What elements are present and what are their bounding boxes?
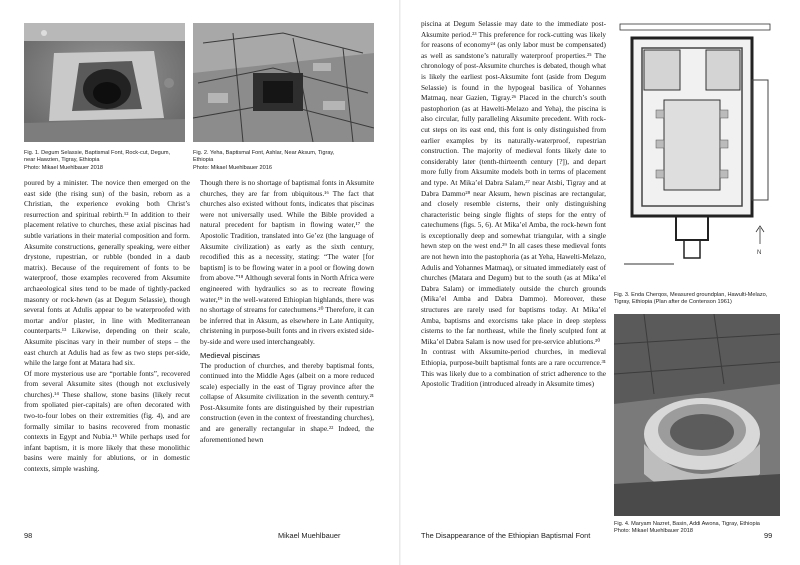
running-head-right: The Disappearance of the Ethiopian Baptismal Font bbox=[421, 531, 591, 540]
fig4-photo bbox=[614, 314, 780, 516]
paragraph: In contrast with Aksumite-period churches, in medieval Ethiopia, purpose-built baptismal fonts are a rare occurrence.³¹ This was likely due to a combination of strict adherence to the Apostolic Tradition (introduced already in Aksumite times) bbox=[421, 347, 606, 389]
fig1-photo bbox=[24, 23, 185, 142]
right-column bbox=[421, 19, 606, 390]
fig2-photo bbox=[193, 23, 374, 142]
fig4-caption: Fig. 4. Maryam Nazret, Basin, Addi Awona, Tigray, Ethiopia Photo: Mikael Muehlbauer 2018 bbox=[614, 521, 760, 535]
fig3-caption: Fig. 3. Enda Cherqos, Measured groundplan, Hawulti-Melazo, Tigray, Ethiopia (Plan after de Contenson 1961) bbox=[614, 292, 768, 306]
page-gutter bbox=[399, 0, 401, 565]
section-heading: Medieval piscinas bbox=[200, 350, 260, 360]
paragraph: The production of churches, and thereby baptismal fonts, continued into the Middle Ages (albeit on a more reduced scale) especially in the east of Tigray province after the collapse of Aksumite civilization in the seventh century.²¹ Post-Aksumite fonts are distinguished by their rupestrian construction (even in the context of freestanding churches), and are generally rectangular in shape.²² Indeed, the aforementioned hewn bbox=[200, 360, 374, 444]
page-number-left: 98 bbox=[24, 531, 33, 540]
page-number-right: 99 bbox=[764, 531, 773, 540]
paragraph: Of more mysterious use are “portable fonts”, recovered from several Aksumite sites (though not exclusively churches).¹⁴ These shallow, stone basins (likely recut from spoliated pier-capitals) are often decorated with two-to-four lobes on their extremities (fig. 4), and are formally similar to basins recovered from monastic contexts in Egypt and Nubia.¹⁵ While perhaps used for infant baptism, it is more likely that these monolithic basins were mainly for ablutions, or in domestic contexts, simple washing. bbox=[24, 368, 190, 474]
paragraph: poured by a minister. The novice then emerged on the east side (the rising sun) of the basin, reborn as a Christian, the experience evoking both Christ’s resurrection and spiritual rebirth.¹² In addition to their placement relative to churches, these axial piscinas had subtle variations in their material composition and form. Aksumite constructions, generally speaking, were either drystone, rupestrian, or rubble (bonded in a daub matrix). Because of the requirement of fonts to be waterproof, those examples recovered from Aksumite archaeological sites tend to be made of tightly-packed masonry or rock-hewn (as at Degum Selassie), though several fonts at Adulis appear to be waterproofed with mortar and/or plaster, in line with Mediterranean counterparts.¹³ Likewise, depending on their scale, Aksumite piscinas vary in their number of steps – the east church at Adulis had as few as two steps per-side, while the large font at Matara had six. bbox=[24, 178, 190, 368]
paragraph: piscina at Degum Selassie may date to the immediate post-Aksumite period.²³ This preference for rock-cutting was likely for reasons of economy²⁴ (as only labor must be compensated) as well as sandstone’s naturally waterproof properties.²⁵ The chronology of post-Aksumite churches is debated, though what is likely the earliest post-Aksumite font (aside from Degum Selassie) is found in the hypogeal basilica of Yohannes Matmaq, near Gazien, Tigray.²⁶ Placed in the church’s south pastophorion (as at Hawelti-Melazo and Yeha), the piscina is also circular, fully paralleling Aksumite precedent. With rock-cut steps on its east end, this font is only distinguished from earlier examples by its naturally-waterproof, rupestrian construction. The majority of medieval fonts likely date to considerably later (tenth-thirteenth century [?]), and depart more fully from Aksumite models both in terms of placement and type. At Mika’el Dabra Salam,²⁷ near Atsbi, Tigray and at Dabra Dammo²⁸ near Aksum, hewn piscinas are rectangular, and closely resemble cisterns, their only distinguishing characteristic being single flights of steps for the entry of catechumens (figs. 5, 6). At Mika’el Amba, the rock-hewn font is exceptionally deep and somewhat triangular, with a single hewn step on the west end.²⁹ In all cases these medieval fonts are not hewn into the pastophoria (as at Yeha, Hawelti-Melazo, Adulis and Yohannes Matmaq), or situated immediately east of churches (Matara and Degum) but to the south (as at Mika’el Dabra Salam) or immediately outside the church grounds (Mika’el Amba and Dabra Dammo). Moreover, these structures are rarely used for baptisms today. At Mika’el Amba, baptisms and exorcisms take place in deep stepless cisterns to the far northeast, while the finely sculpted font at Mika’el Dabra Salam is now used for pre-service ablutions.³⁰ bbox=[421, 19, 606, 346]
left-column-1 bbox=[24, 178, 190, 475]
fig2-caption: Fig. 2. Yeha, Baptismal Font, Ashlar, Near Aksum, Tigray, Ethiopia Photo: Mikael Muehlbauer 2016 bbox=[193, 150, 335, 171]
north-label: N bbox=[757, 250, 762, 256]
fig3-plan bbox=[614, 20, 780, 272]
left-column-2 bbox=[200, 178, 374, 445]
running-head-left: Mikael Muehlbauer bbox=[278, 531, 341, 540]
fig1-caption: Fig. 1. Degum Selassie, Baptismal Font, Rock-cut, Degum, near Hawzien, Tigray, Ethiopia Photo: Mikael Muehlbauer 2018 bbox=[24, 150, 171, 171]
paragraph: Though there is no shortage of baptismal fonts in Aksumite churches, they are far from ubiquitous.¹⁶ The fact that churches also existed without fonts, indicates that piscinas were not universally used. While the Bible provided a natural precedent for baptism in flowing water,¹⁷ the Apostolic Tradition, translated into Ge’ez (the language of Aksumite civilization) as early as the sixth century, recodified this as a necessity, stating: “The water [for baptism] is to be flowing water in a pool or flowing down from above.”¹⁸ Although several fonts in North Africa were engineered with hydraulics so as to recreate flowing water,¹⁹ in the well-watered Ethiopian highlands, there was no shortage of streams for catechumens.²⁰ Therefore, it can be inferred that in Aksum, as elsewhere in Late Antiquity, christening in purpose-built fonts and in rivers existed side-by-side and were used interchangeably. bbox=[200, 178, 374, 346]
